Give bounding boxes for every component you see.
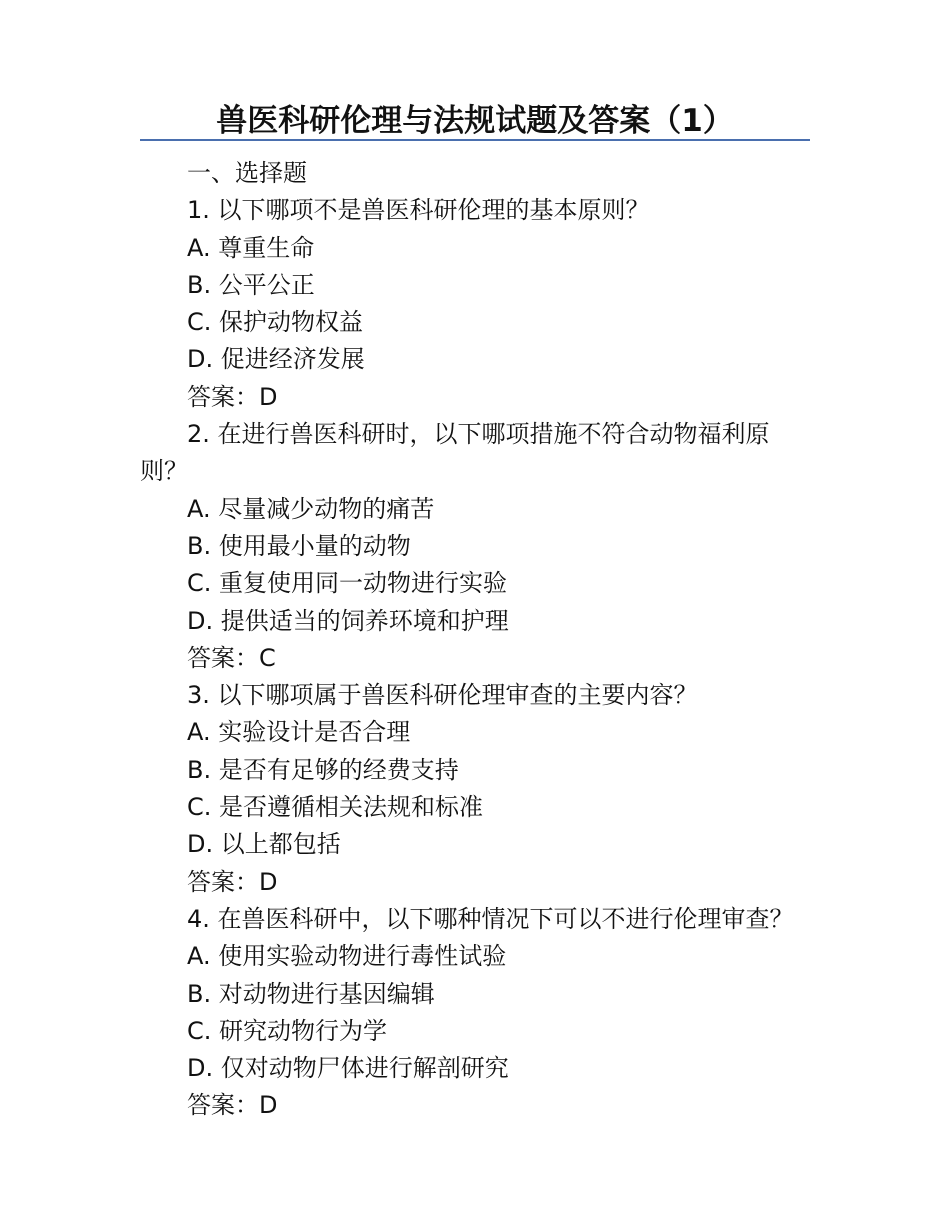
question-stem: 1. 以下哪项不是兽医科研伦理的基本原则？	[187, 196, 650, 225]
question-4	[140, 901, 820, 1125]
answer-line: 答案：D	[187, 382, 278, 411]
answer-line: 答案：D	[187, 867, 278, 896]
question-stem: 4. 在兽医科研中，以下哪种情况下可以不进行伦理审查？	[187, 904, 794, 933]
option-b: B. 公平公正	[187, 270, 315, 299]
option-a: A. 尊重生命	[187, 233, 315, 262]
option-a: A. 使用实验动物进行毒性试验	[187, 942, 507, 971]
answer-line: 答案：D	[187, 1091, 278, 1120]
option-d: D. 促进经济发展	[187, 345, 365, 374]
option-b: B. 是否有足够的经费支持	[187, 755, 459, 784]
question-stem: 3. 以下哪项属于兽医科研伦理审查的主要内容？	[187, 681, 698, 710]
option-a: A. 实验设计是否合理	[187, 718, 411, 747]
document-body	[140, 155, 820, 1125]
option-d: D. 以上都包括	[187, 830, 341, 859]
section-heading: 一、选择题	[187, 159, 307, 187]
option-d: D. 仅对动物尸体进行解剖研究	[187, 1054, 509, 1083]
question-1	[140, 192, 820, 416]
answer-line: 答案：C	[187, 643, 276, 672]
option-b: B. 使用最小量的动物	[187, 531, 411, 560]
question-2	[140, 416, 820, 677]
option-c: C. 保护动物权益	[187, 308, 364, 337]
option-c: C. 研究动物行为学	[187, 1016, 388, 1045]
option-d: D. 提供适当的饲养环境和护理	[187, 606, 509, 635]
option-c: C. 重复使用同一动物进行实验	[187, 569, 508, 598]
option-b: B. 对动物进行基因编辑	[187, 979, 435, 1008]
question-stem: 2. 在进行兽医科研时，以下哪项措施不符合动物福利原则？	[140, 420, 770, 486]
document-title: 兽医科研伦理与法规试题及答案（1）	[216, 103, 734, 139]
question-3	[140, 677, 820, 901]
title-underline	[140, 139, 810, 141]
option-c: C. 是否遵循相关法规和标准	[187, 793, 484, 822]
option-a: A. 尽量减少动物的痛苦	[187, 494, 435, 523]
